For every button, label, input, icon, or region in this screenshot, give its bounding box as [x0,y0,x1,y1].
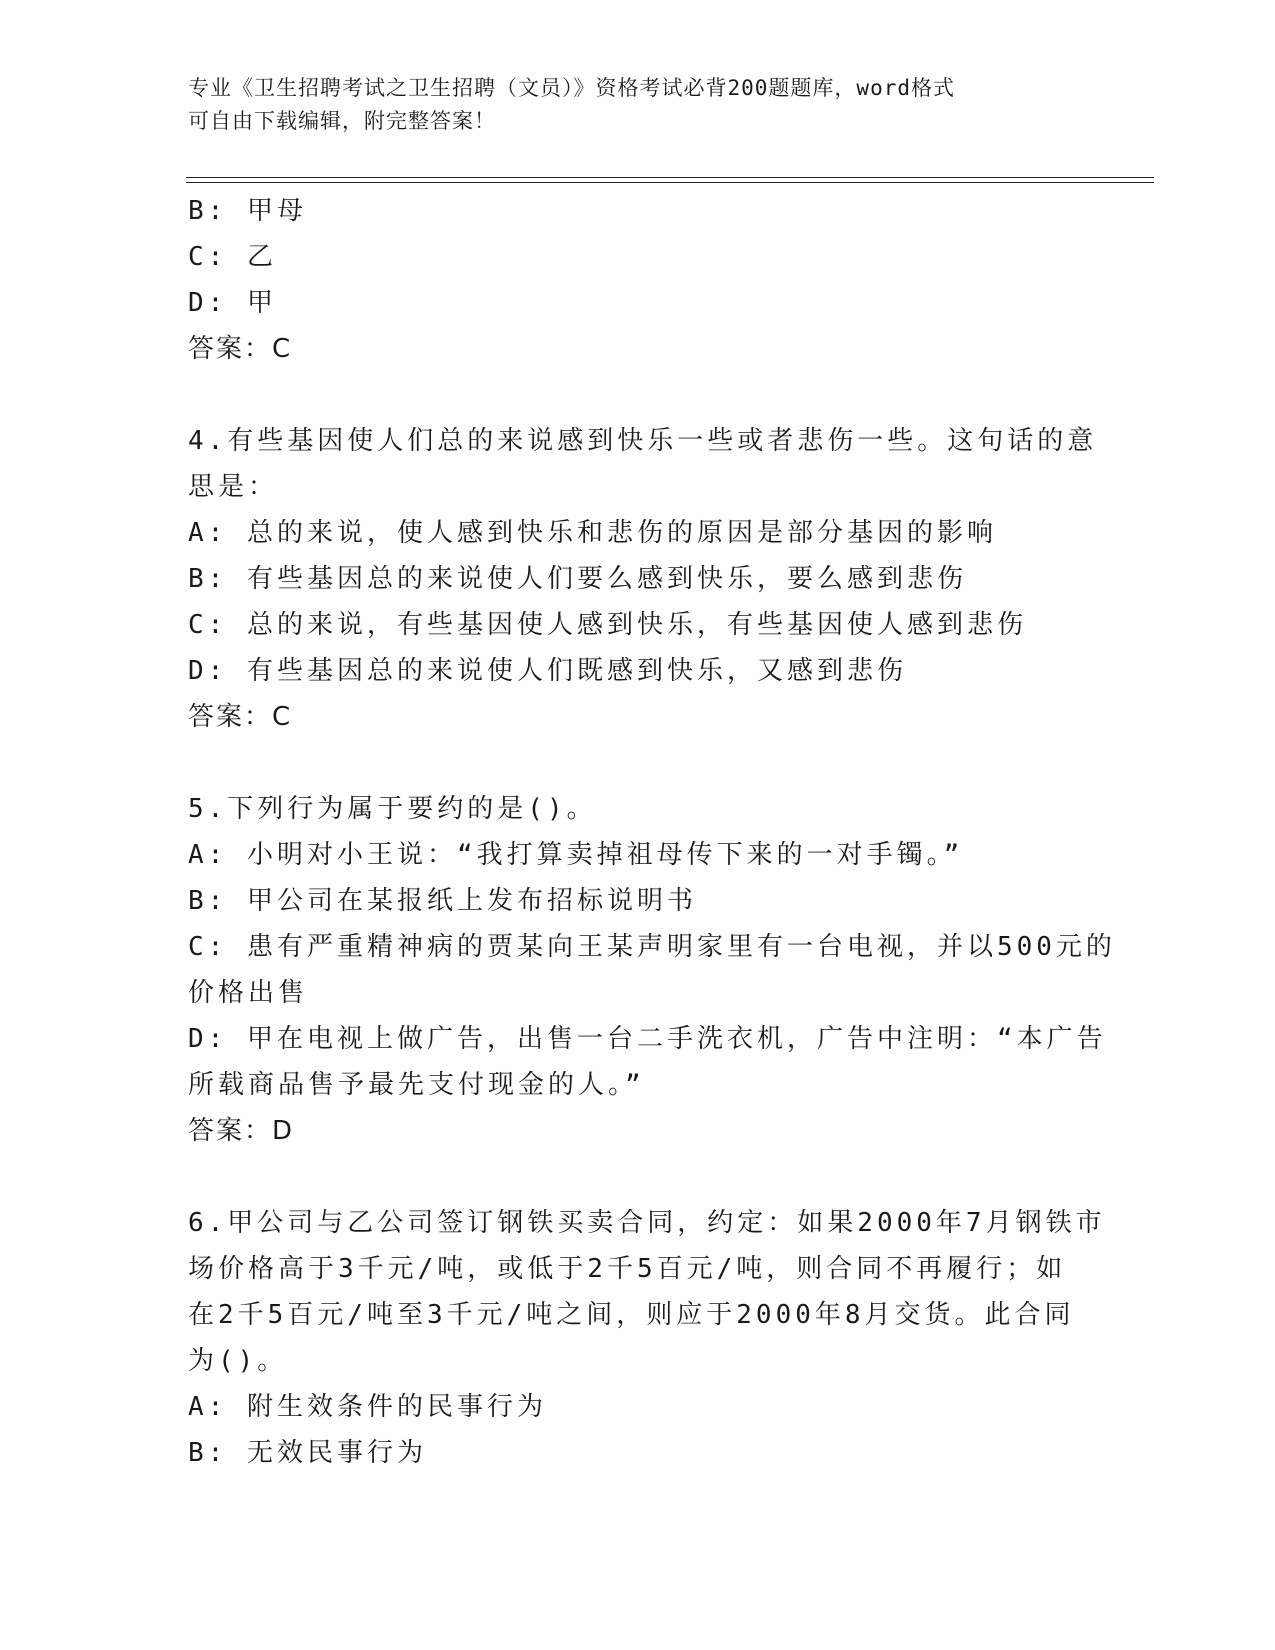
answer: 答案：D [188,1116,295,1146]
header-line-2: 可自由下载编辑，附完整答案！ [188,109,496,133]
option-d: D: 有些基因总的来说使人们既感到快乐，又感到悲伤 [188,656,907,686]
option-a: A: 附生效条件的民事行为 [188,1392,547,1422]
header-line-1: 专业《卫生招聘考试之卫生招聘（文员）》资格考试必背200题题库，word格式 [188,76,955,100]
option-a: A: 小明对小王说：“我打算卖掉祖母传下来的一对手镯。” [188,840,964,870]
option-b: B: 甲公司在某报纸上发布招标说明书 [188,886,697,916]
answer: 答案：C [188,702,293,732]
header-divider-thin [186,182,1154,183]
option-b: B: 甲母 [188,196,307,226]
option-c: C: 总的来说，有些基因使人感到快乐，有些基因使人感到悲伤 [188,610,1027,640]
spacer [188,740,1088,786]
header-divider-thick [186,177,1154,178]
document-header [188,72,1068,138]
option-d: D: 甲在电视上做广告，出售一台二手洗衣机，广告中注明：“本广告 [188,1024,1107,1054]
option-b: B: 有些基因总的来说使人们要么感到快乐，要么感到悲伤 [188,564,967,594]
question-stem-line: 4.有些基因使人们总的来说感到快乐一些或者悲伤一些。这句话的意 [188,426,1098,456]
question-stem-line: 在2千5百元/吨至3千元/吨之间，则应于2000年8月交货。此合同 [188,1300,1075,1330]
question-4 [188,418,1098,740]
document-body [188,188,1116,1476]
question-stem-line: 为()。 [188,1346,288,1376]
question-5 [188,786,1116,1154]
spacer [188,1154,1088,1200]
option-d-continued: 所载商品售予最先支付现金的人。” [188,1070,645,1100]
option-c: C: 患有严重精神病的贾某向王某声明家里有一台电视，并以500元的 [188,932,1116,962]
question-6 [188,1200,1106,1476]
option-c-continued: 价格出售 [188,978,309,1008]
question-stem-line: 6.甲公司与乙公司签订钢铁买卖合同，约定：如果2000年7月钢铁市 [188,1208,1106,1238]
option-d: D: 甲 [188,288,277,318]
answer: 答案：C [188,334,293,364]
question-stem-line: 5.下列行为属于要约的是()。 [188,794,597,824]
spacer [188,372,1088,418]
question-3 [188,188,1088,372]
question-stem-line: 思是： [188,472,279,502]
option-b: B: 无效民事行为 [188,1438,427,1468]
question-stem-line: 场价格高于3千元/吨，或低于2千5百元/吨，则合同不再履行；如 [188,1254,1067,1284]
option-a: A: 总的来说，使人感到快乐和悲伤的原因是部分基因的影响 [188,518,997,548]
option-c: C: 乙 [188,242,277,272]
